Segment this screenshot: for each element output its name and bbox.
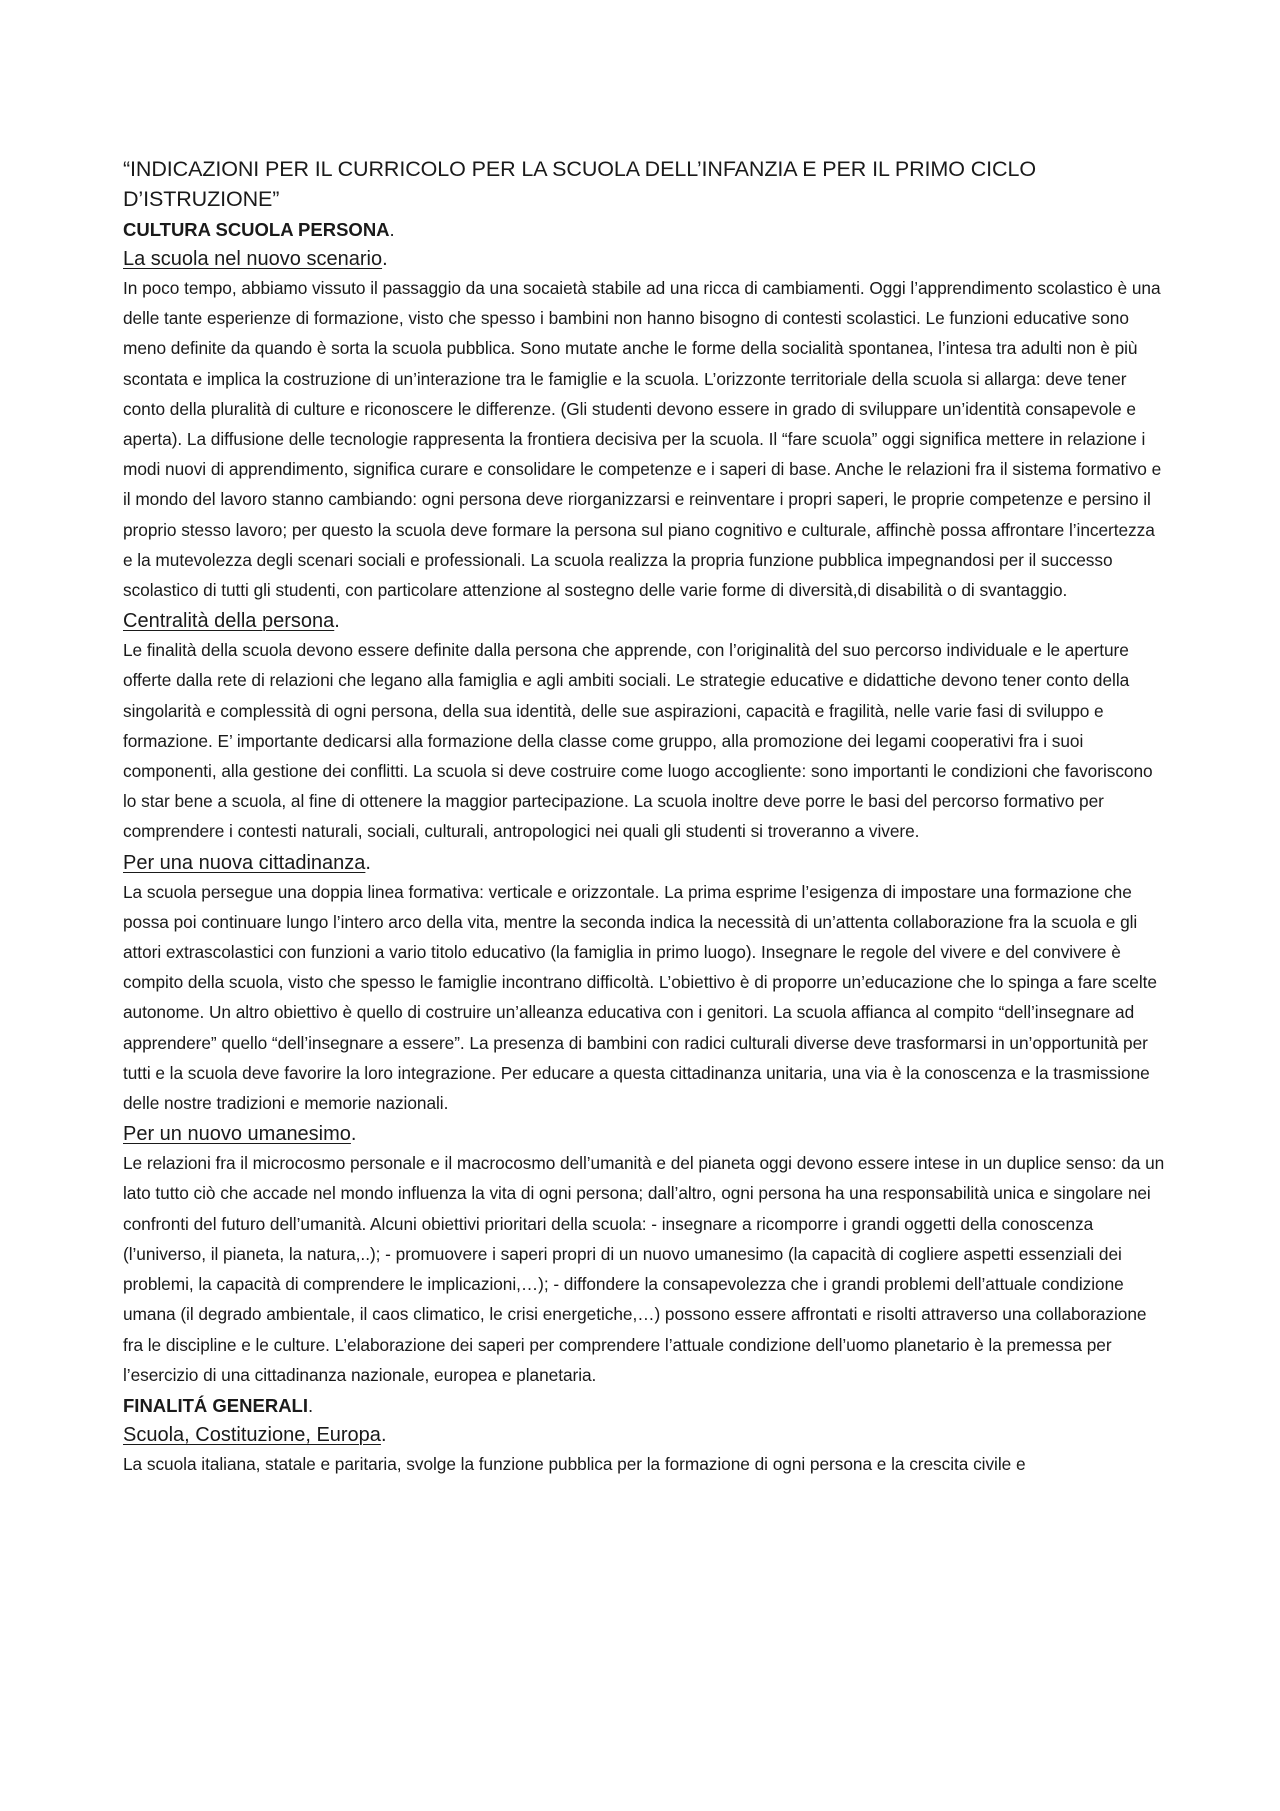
subheading-suffix: . bbox=[350, 1123, 357, 1146]
subheading-nuovo-umanesimo bbox=[123, 1120, 1168, 1148]
subheading-suffix: . bbox=[365, 851, 371, 874]
subheading-suffix: . bbox=[380, 1423, 387, 1446]
section-heading-cultura bbox=[123, 216, 1168, 243]
document-title: “INDICAZIONI PER IL CURRICOLO PER LA SCUOLA DELL’INFANZIA E PER IL PRIMO CICLO D’ISTRUZIONE” bbox=[123, 157, 1036, 211]
subheading-nuova-cittadinanza bbox=[123, 849, 1168, 877]
subheading-text: Per un nuovo umanesimo bbox=[123, 1123, 351, 1146]
paragraph-centralita-persona: Le finalità della scuola devono essere definite dalla persona che apprende, con l’originalità del suo percorso individuale e le aperture offerte dalla rete di relazioni che legano alla famiglia e agli ambiti sociali. Le strategie educative e didattiche devono tener conto della singolarità e complessità di ogni persona, della sua identità, delle sue aspirazioni, capacità e fragilità, nelle varie fasi di sviluppo e formazione. E’ importante dedicarsi alla formazione della classe come gruppo, alla promozione dei legami cooperativi fra i suoi componenti, alla gestione dei conflitti. La scuola si deve costruire come luogo accogliente: sono importanti le condizioni che favoriscono lo star bene a scuola, al fine di ottenere la maggior partecipazione. La scuola inoltre deve porre le basi del percorso formativo per comprendere i contesti naturali, sociali, culturali, antropologici nei quali gli studenti si troveranno a vivere. bbox=[123, 640, 1153, 842]
document-page bbox=[123, 154, 1168, 1479]
section-heading-suffix: . bbox=[389, 219, 395, 240]
subheading-text: Scuola, Costituzione, Europa bbox=[123, 1423, 381, 1446]
paragraph-nuova-cittadinanza: La scuola persegue una doppia linea formativa: verticale e orizzontale. La prima esprime l’esigenza di impostare una formazione che possa poi continuare lungo l’intero arco della vita, mentre la seconda indica la necessità di un’attenta collaborazione fra la scuola e gli attori extrascolastici con funzioni a vario titolo educativo (la famiglia in primo luogo). Insegnare le regole del vivere e del convivere è compito della scuola, visto che spesso le famiglie incontrano difficoltà. L’obiettivo è di proporre un’educazione che lo spinga a fare scelte autonome. Un altro obiettivo è quello di costruire un’alleanza educativa con i genitori. La scuola affianca al compito “dell’insegnare ad apprendere” quello “dell’insegnare a essere”. La presenza di bambini con radici culturali diverse deve trasformarsi in un’opportunità per tutti e la scuola deve favorire la loro integrazione. Per educare a questa cittadinanza unitaria, una via è la conoscenza e la trasmissione delle nostre tradizioni e memorie nazionali. bbox=[123, 881, 1157, 1114]
subheading-nuovo-scenario bbox=[123, 245, 1168, 273]
subheading-text: Centralità della persona bbox=[123, 610, 335, 633]
subheading-text: Per una nuova cittadinanza bbox=[123, 851, 366, 874]
subheading-scuola-costituzione-europa bbox=[123, 1421, 1168, 1449]
paragraph-nuovo-scenario: In poco tempo, abbiamo vissuto il passaggio da una socaietà stabile ad una ricca di cambiamenti. Oggi l’apprendimento scolastico è una delle tante esperienze di formazione, visto che spesso i bambini non hanno bisogno di contesti scolastici. Le funzioni educative sono meno definite da quando è sorta la scuola pubblica. Sono mutate anche le forme della socialità spontanea, l’intesa tra adulti non è più scontata e implica la costruzione di un’interazione tra le famiglie e la scuola. L’orizzonte territoriale della scuola si allarga: deve tener conto della pluralità di culture e riconoscere le differenze. (Gli studenti devono essere in grado di sviluppare un’identità consapevole e aperta). La diffusione delle tecnologie rappresenta la frontiera decisiva per la scuola. Il “fare scuola” oggi significa mettere in relazione i modi nuovi di apprendimento, significa curare e consolidare le competenze e i saperi di base. Anche le relazioni fra il sistema formativo e il mondo del lavoro stanno cambiando: ogni persona deve riorganizzarsi e reinventare i propri saperi, le proprie competenze e persino il proprio stesso lavoro; per questo la scuola deve formare la persona sul piano cognitivo e culturale, affinchè possa affrontare l’incertezza e la mutevolezza degli scenari sociali e professionali. La scuola realizza la propria funzione pubblica impegnandosi per il successo scolastico di tutti gli studenti, con particolare attenzione al sostegno delle varie forme di diversità,di disabilità o di svantaggio. bbox=[123, 278, 1162, 601]
section-heading-finalita bbox=[123, 1392, 1168, 1419]
section-heading-suffix: . bbox=[308, 1394, 314, 1416]
paragraph-scuola-costituzione-europa: La scuola italiana, statale e paritaria, svolge la funzione pubblica per la formazione di ogni persona e la crescita civile e bbox=[123, 1453, 1026, 1474]
subheading-text: La scuola nel nuovo scenario bbox=[123, 248, 383, 270]
subheading-suffix: . bbox=[334, 610, 340, 633]
section-heading-text: CULTURA SCUOLA PERSONA bbox=[123, 219, 390, 240]
paragraph-nuovo-umanesimo: Le relazioni fra il microcosmo personale e il macrocosmo dell’umanità e del pianeta oggi devono essere intese in un duplice senso: da un lato tutto ciò che accade nel mondo influenza la vita di ogni persona; dall’altro, ogni persona ha una responsabilità unica e singolare nei confronti del futuro dell’umanità. Alcuni obiettivi prioritari della scuola: - insegnare a ricomporre i grandi oggetti della conoscenza (l’universo, il pianeta, la natura,..); - promuovere i saperi propri di un nuovo umanesimo (la capacità di cogliere aspetti essenziali dei problemi, la capacità di comprendere le implicazioni,…); - diffondere la consapevolezza che i grandi problemi dell’attuale condizione umana (il degrado ambientale, il caos climatico, le crisi energetiche,…) possono essere affrontati e risolti attraverso una collaborazione fra le discipline e le culture. L’elaborazione dei saperi per comprendere l’attuale condizione dell’uomo planetario è la premessa per l’esercizio di una cittadinanza nazionale, europea e planetaria. bbox=[123, 1153, 1165, 1385]
subheading-suffix: . bbox=[382, 248, 388, 270]
subheading-centralita-persona bbox=[123, 607, 1168, 635]
section-heading-text: FINALITÁ GENERALI bbox=[123, 1394, 308, 1416]
